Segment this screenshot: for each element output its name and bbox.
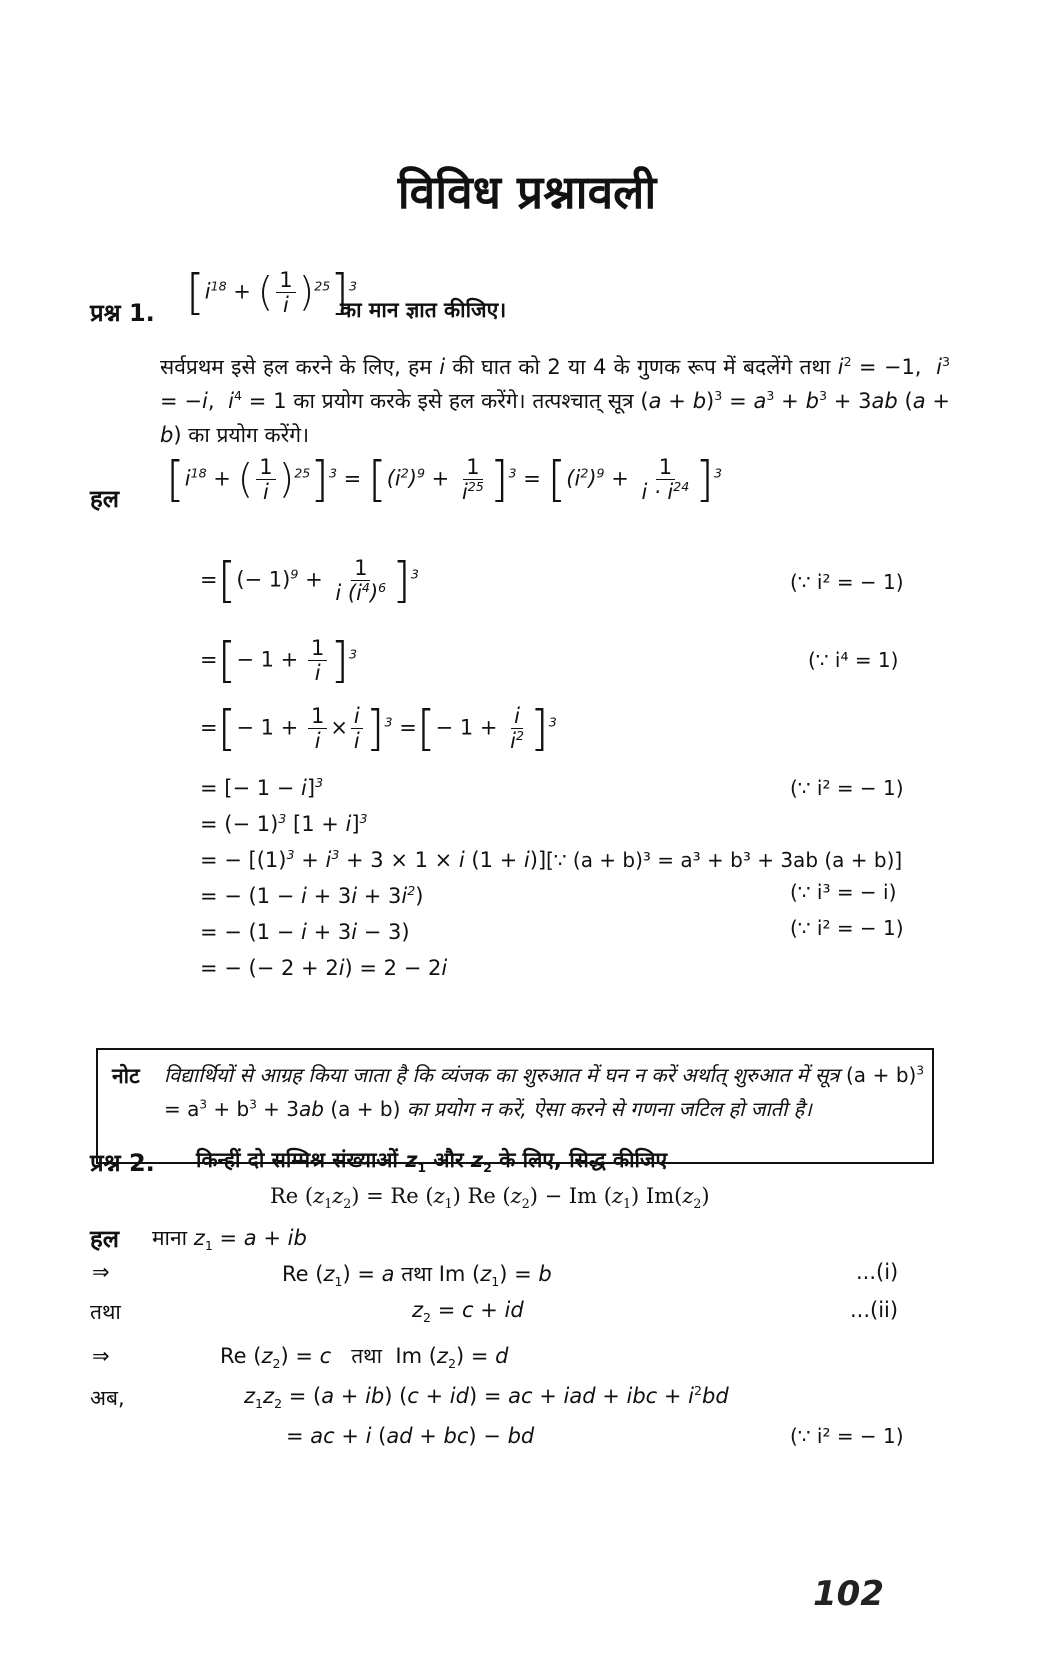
solution-2-step-3: Re $(z_2) = c$ तथा Im $(z_2) = d$ <box>220 1344 509 1372</box>
solution-2-step-5: = ac + i (ad + bc) − bd <box>286 1424 535 1448</box>
question-1-expression: [$i^{18}$ + ( $\frac{1}{i}$ )$^{25}$]$^3$ <box>186 264 357 321</box>
solution-step-3: =[− 1 + $\frac{1}{i}$ ]$^3$ <box>200 632 358 689</box>
implies-arrow-1: ⇒ <box>92 1260 110 1284</box>
solution-2-step-4: $z_1z_2 = (a + ib) (c + id)$ = ac + iad + ibc + $i^2bd$ <box>244 1383 729 1412</box>
reason-3: (∵ i² = − 1) <box>790 776 904 800</box>
tatha-label: तथा <box>90 1300 121 1324</box>
reason-7: (∵ i² = − 1) <box>790 1424 904 1448</box>
solution-step-8: = − $(1 - i + 3i + 3i^2)$ <box>200 883 424 908</box>
note-text: विद्यार्थियों से आग्रह किया जाता है कि व्यंजक का शुरुआत में घन न करें अर्थात् शुरुआत में सूत्र $(a + b)^3 = a^3 + b^3 + 3ab$ (a + b) का प्रयोग न करें, ऐसा करने से गणना जटिल हो जाती है। <box>164 1063 925 1121</box>
question-1-label: प्रश्न 1. <box>90 299 155 327</box>
reason-6: (∵ i² = − 1) <box>790 916 904 940</box>
question-1-intro: सर्वप्रथम इसे हल करने के लिए, हम i की घात को 2 या 4 के गुणक रूप में बदलेंगे तथा $i^2 = -1$, $i^3 = -i$, $i^4 = 1$ का प्रयोग करके इसे हल करेंगे। तत्पश्चात् सूत्र $(a + b)^3 = a^3 + b^3 + 3ab$ (a + b) का प्रयोग करेंगे। <box>160 354 951 447</box>
question-2-prompt: किन्हीं दो सम्मिश्र संख्याओं $z_1$ और $z_2$ के लिए, सिद्ध कीजिए <box>196 1148 668 1176</box>
solution-step-10: = − (− 2 + 2i) = 2 − 2i <box>200 956 448 980</box>
question-2-identity: Re $(z_1z_2) = Re$ $(z_1)$ Re $(z_2) - Im$ $(z_1)$ $Im(z_2)$ <box>270 1184 710 1212</box>
solution-step-4: =[− 1 + $\frac{1}{i}$ × $\frac{i}{i}$ ]$^3$ =[− 1 + $\frac{i}{i^2}$ ]$^3$ <box>200 700 557 757</box>
reason-5: (∵ i³ = − i) <box>790 880 897 904</box>
implies-arrow-2: ⇒ <box>92 1344 110 1368</box>
equation-tag-1: ...(i) <box>856 1260 899 1284</box>
page-title: विविध प्रश्नावली <box>397 165 657 219</box>
equation-tag-2: ...(ii) <box>850 1298 899 1322</box>
solution-2-let: माना $z_1 = a$ + ib <box>152 1226 307 1254</box>
note-label: नोट <box>112 1064 140 1088</box>
solution-step-6: = (− 1)$^3$ $[1 + i]^3$ <box>200 811 368 836</box>
solution-step-9: = − (1 − i + 3i − 3) <box>200 920 410 944</box>
solution-2-step-1: Re $(z_1) = a$ तथा Im $(z_1) = b$ <box>282 1262 552 1290</box>
solution-step-2: =[(− 1)$^9$ + $\frac{1}{i (i^4)^6}$ ]$^3$ <box>200 552 419 609</box>
page-number: 102 <box>813 1574 884 1614</box>
solution-step-5: = [− 1 − i]$^3$ <box>200 775 324 800</box>
question-2-label: प्रश्न 2. <box>90 1149 155 1177</box>
reason-4: [∵ (a + b)³ = a³ + b³ + 3ab (a + b)] <box>546 848 903 872</box>
solution-2-label: हल <box>90 1225 120 1253</box>
ab-label: अब, <box>90 1386 125 1410</box>
question-1-prompt: का मान ज्ञात कीजिए। <box>340 298 507 322</box>
reason-1: (∵ i² = − 1) <box>790 570 904 594</box>
solution-step-7: = − [$(1)^3 + i^3 + 3 \times 1 \times i$ (1 + i)] <box>200 847 547 872</box>
solution-1-label: हल <box>90 485 120 513</box>
solution-2-step-2: $z_2 = c$ + id <box>412 1298 524 1326</box>
reason-2: (∵ i⁴ = 1) <box>808 648 899 672</box>
solution-step-1: [$i^{18}$ + ( $\frac{1}{i}$ )$^{25}]^3 = [(i^2)^9$ + $\frac{1}{i^{25}}$ ]$^3 = [(i^2)^9$ + $\frac{1}{i \cdot i^{24}}$ ]$^3$ <box>166 451 723 508</box>
